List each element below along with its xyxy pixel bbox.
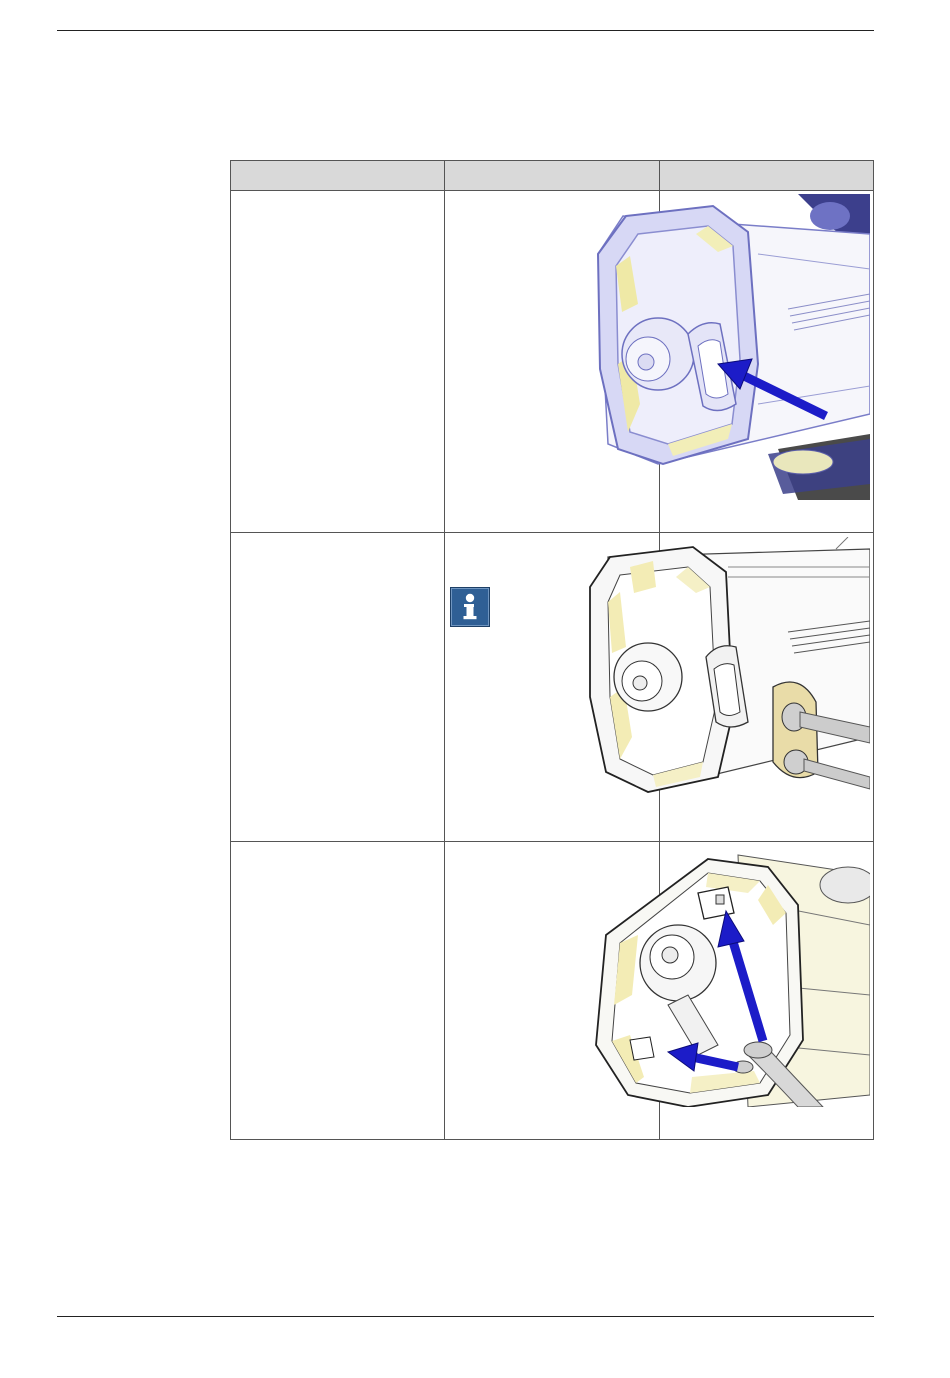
step-number — [231, 533, 445, 842]
step-illustration-cell — [659, 842, 873, 1140]
table-row — [231, 191, 874, 533]
column-header-step — [231, 161, 445, 191]
column-header-illustration — [659, 161, 873, 191]
step-illustration-cell — [659, 191, 873, 533]
housing-cable-gland-illustration — [568, 537, 870, 807]
table-header-row — [231, 161, 874, 191]
info-icon — [450, 587, 490, 627]
housing-connectors-illustration — [568, 845, 870, 1107]
table-row — [231, 842, 874, 1140]
footer-rule — [57, 1316, 874, 1317]
step-illustration-cell — [659, 533, 873, 842]
step-number — [231, 191, 445, 533]
column-header-action — [445, 161, 659, 191]
step-number — [231, 842, 445, 1140]
table-row — [231, 533, 874, 842]
procedure-table — [230, 160, 874, 1140]
housing-opening-illustration — [568, 194, 870, 500]
header-rule — [57, 30, 874, 31]
